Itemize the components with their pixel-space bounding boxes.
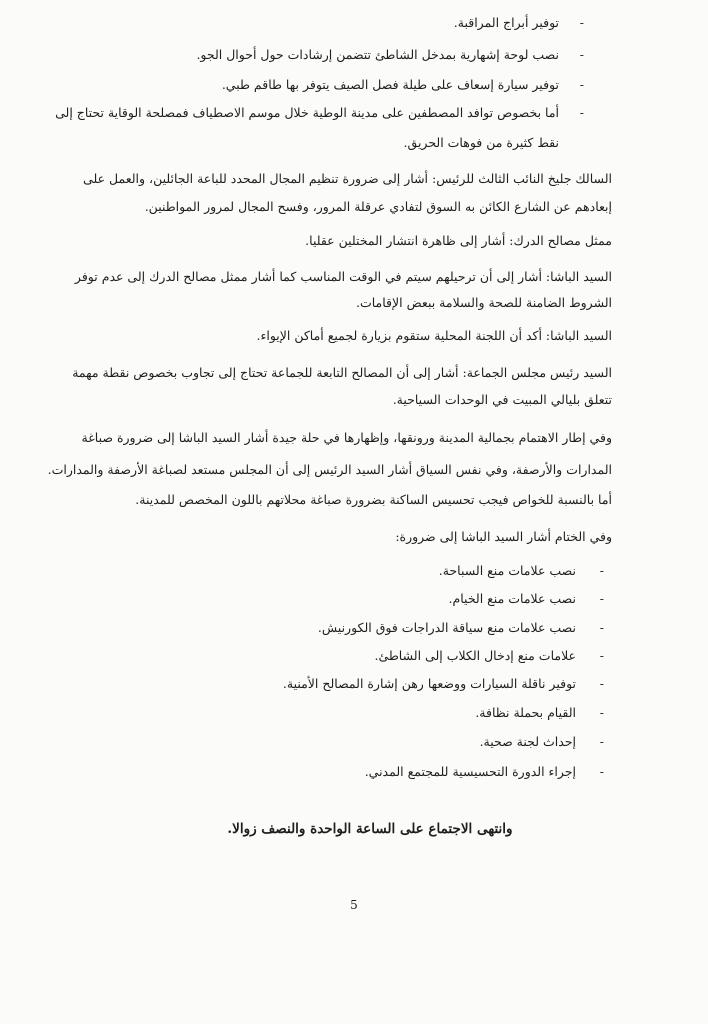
closing-statement: وانتهى الاجتماع على الساعة الواحدة والنصف زوالا.: [227, 821, 513, 837]
list-item: إحداث لجنة صحية.: [479, 734, 576, 749]
list-item: نصب علامات منع سياقة الدراجات فوق الكورنيش.: [317, 620, 576, 635]
paragraph-line: إبعادهم عن الشارع الكائن به السوق لتفادي عرقلة المرور، وفسح المجال لمرور المواطنين.: [144, 199, 612, 214]
bullet-dash: -: [599, 676, 604, 691]
paragraph-line: ممثل مصالح الدرك: أشار إلى ظاهرة انتشار المختلين عقليا.: [305, 233, 612, 248]
bullet-dash: -: [579, 47, 584, 62]
bullet-dash: -: [579, 77, 584, 92]
bullet-dash: -: [599, 620, 604, 635]
bullet-dash: -: [599, 563, 604, 578]
bullet-dash: -: [579, 105, 584, 120]
paragraph-line: السيد الباشا: أشار إلى أن ترحيلهم سيتم في الوقت المناسب كما أشار ممثل مصالح الدرك إلى عدم توفر: [74, 269, 612, 284]
bullet-dash: -: [599, 705, 604, 720]
paragraph-line: الشروط الضامنة للصحة والسلامة ببعض الإقامات.: [356, 295, 612, 310]
list-item-continuation: نقط كثيرة من فوهات الحريق.: [403, 135, 559, 150]
paragraph-line: السيد الباشا: أكد أن اللجنة المحلية ستقوم بزيارة لجميع أماكن الإيواء.: [256, 328, 612, 343]
paragraph-line: السيد رئيس مجلس الجماعة: أشار إلى أن المصالح التابعة للجماعة تحتاج إلى تجاوب بخصوص نقطة مهمة: [72, 365, 612, 380]
paragraph-line: المدارات والأرصفة، وفي نفس السياق أشار السيد الرئيس إلى أن المجلس مستعد لصباغة الأرصفة والمدارات.: [47, 462, 612, 477]
paragraph-line: وفي إطار الاهتمام بجمالية المدينة ورونقها، وإظهارها في حلة جيدة أشار السيد الباشا إلى ضرورة صباغة: [81, 430, 612, 445]
list-item: إجراء الدورة التحسيسية للمجتمع المدني.: [364, 764, 576, 779]
bullet-dash: -: [599, 764, 604, 779]
list-item: القيام بحملة نظافة.: [475, 705, 576, 720]
page-number: 5: [350, 898, 358, 912]
bullet-dash: -: [579, 15, 584, 30]
list-item: نصب علامات منع الخيام.: [448, 591, 576, 606]
bullet-dash: -: [599, 591, 604, 606]
list-item: توفير أبراج المراقبة.: [453, 15, 559, 30]
list-item: توفير ناقلة السيارات ووضعها رهن إشارة المصالح الأمنية.: [282, 676, 576, 691]
paragraph-line: تتعلق بليالي المبيت في الوحدات السياحية.: [392, 392, 612, 407]
list-item: نصب علامات منع السباحة.: [438, 563, 576, 578]
paragraph-line: السالك جليخ النائب الثالث للرئيس: أشار إلى ضرورة تنظيم المجال المحدد للباعة الجائلين، والعمل على: [83, 171, 612, 186]
bullet-dash: -: [599, 734, 604, 749]
paragraph-line: وفي الختام أشار السيد الباشا إلى ضرورة:: [395, 529, 612, 544]
paragraph-line: أما بالنسبة للخواص فيجب تحسيس الساكنة بضرورة صباغة محلاتهم باللون المخصص للمدينة.: [135, 492, 612, 507]
list-item: توفير سيارة إسعاف على طيلة فصل الصيف يتوفر بها طاقم طبي.: [221, 77, 559, 92]
bullet-dash: -: [599, 648, 604, 663]
list-item: نصب لوحة إشهارية بمدخل الشاطئ تتضمن إرشادات حول أحوال الجو.: [196, 47, 559, 62]
list-item: أما بخصوص توافد المصطفين على مدينة الوطية خلال موسم الاصطياف فمصلحة الوقاية تحتاج إلى: [55, 105, 559, 120]
list-item: علامات منع إدخال الكلاب إلى الشاطئ.: [374, 648, 576, 663]
